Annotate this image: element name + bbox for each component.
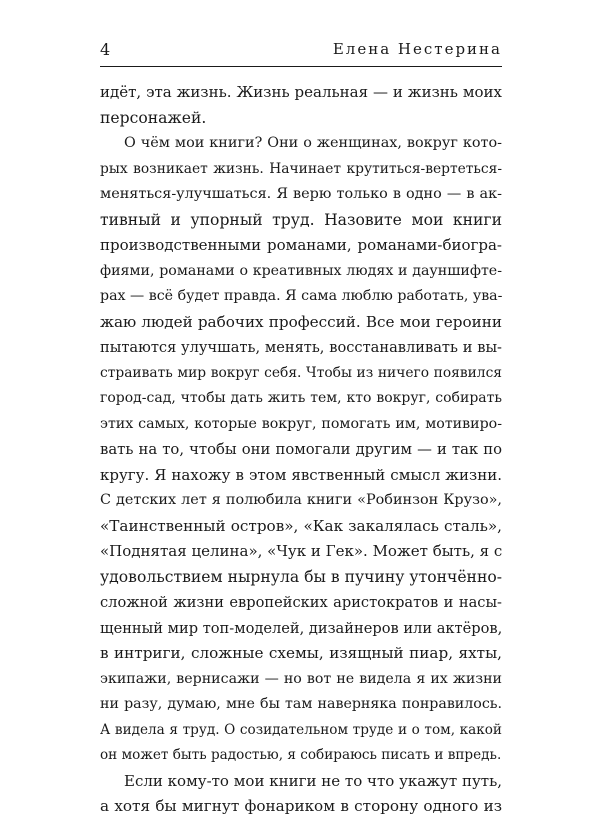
text-line: Если кому-то мои книги не то что укажут путь, [124, 771, 502, 790]
text-line: рах — всё будет правда. Я сама люблю работать, ува- [100, 288, 502, 304]
text-line: производственными романами, романами-биогра- [100, 236, 502, 254]
text-line: а хотя бы мигнут фонариком в сторону одного из [100, 797, 502, 815]
text-line: «Таинственный остров», «Как закалялась сталь», [100, 516, 502, 535]
text-line: идёт, эта жизнь. Жизнь реальная — и жизнь моих [100, 83, 502, 101]
text-line: вать на то, чтобы они помогали другим — и так по [100, 441, 502, 458]
text-line: персонажей. [100, 108, 207, 127]
header-rule [100, 66, 502, 67]
text-line: меняться-улучшаться. Я верю только в одно — в ак- [100, 186, 502, 202]
text-line: экипажи, вернисажи — но вот не видела я их жизни [100, 670, 502, 687]
page-header [100, 40, 502, 66]
text-line: рых возникает жизнь. Начинает крутиться-вертеться- [100, 160, 502, 177]
text-line: А видела я труд. О созидательном труде и о том, какой [100, 721, 502, 738]
body-text [100, 80, 502, 820]
text-line: в интриги, сложные схемы, изящный пиар, яхты, [100, 644, 502, 662]
text-line: фиями, романами о креативных людях и дауншифте- [100, 262, 502, 279]
text-line: он может быть радостью, я собираюсь писать и впредь. [100, 747, 502, 763]
text-line: удовольствием нырнула бы в пучину утончённо- [100, 567, 502, 586]
page-number: 4 [100, 40, 111, 59]
text-line: страивать мир вокруг себя. Чтобы из ничего появился [100, 364, 502, 381]
text-line: тивный и упорный труд. Назовите мои книги [100, 210, 502, 229]
text-line: ни разу, думаю, мне бы там наверняка понравилось. [100, 696, 502, 712]
text-line: этих самых, которые вокруг, помогать им, мотивиро- [100, 415, 502, 432]
text-line: «Поднятая целина», «Чук и Гек». Может быть, я с [100, 542, 502, 560]
text-line: сложной жизни европейских аристократов и насы- [100, 594, 502, 611]
text-line: пытаются улучшать, менять, восстанавливать и вы- [100, 339, 502, 356]
running-head-author: Елена Нестерина [332, 40, 502, 58]
text-line: жаю людей рабочих профессий. Все мои героини [100, 312, 502, 331]
text-line: О чём мои книги? Они о женщинах, вокруг кото- [124, 135, 502, 151]
text-line: кругу. Я нахожу в этом явственный смысл жизни. [100, 465, 502, 484]
text-line: город-сад, чтобы дать жить тем, кто вокруг, собирать [100, 390, 502, 406]
text-line: С детских лет я полюбила книги «Робинзон Крузо», [100, 492, 502, 508]
text-line: щенный мир топ-моделей, дизайнеров или актёров, [100, 619, 502, 637]
